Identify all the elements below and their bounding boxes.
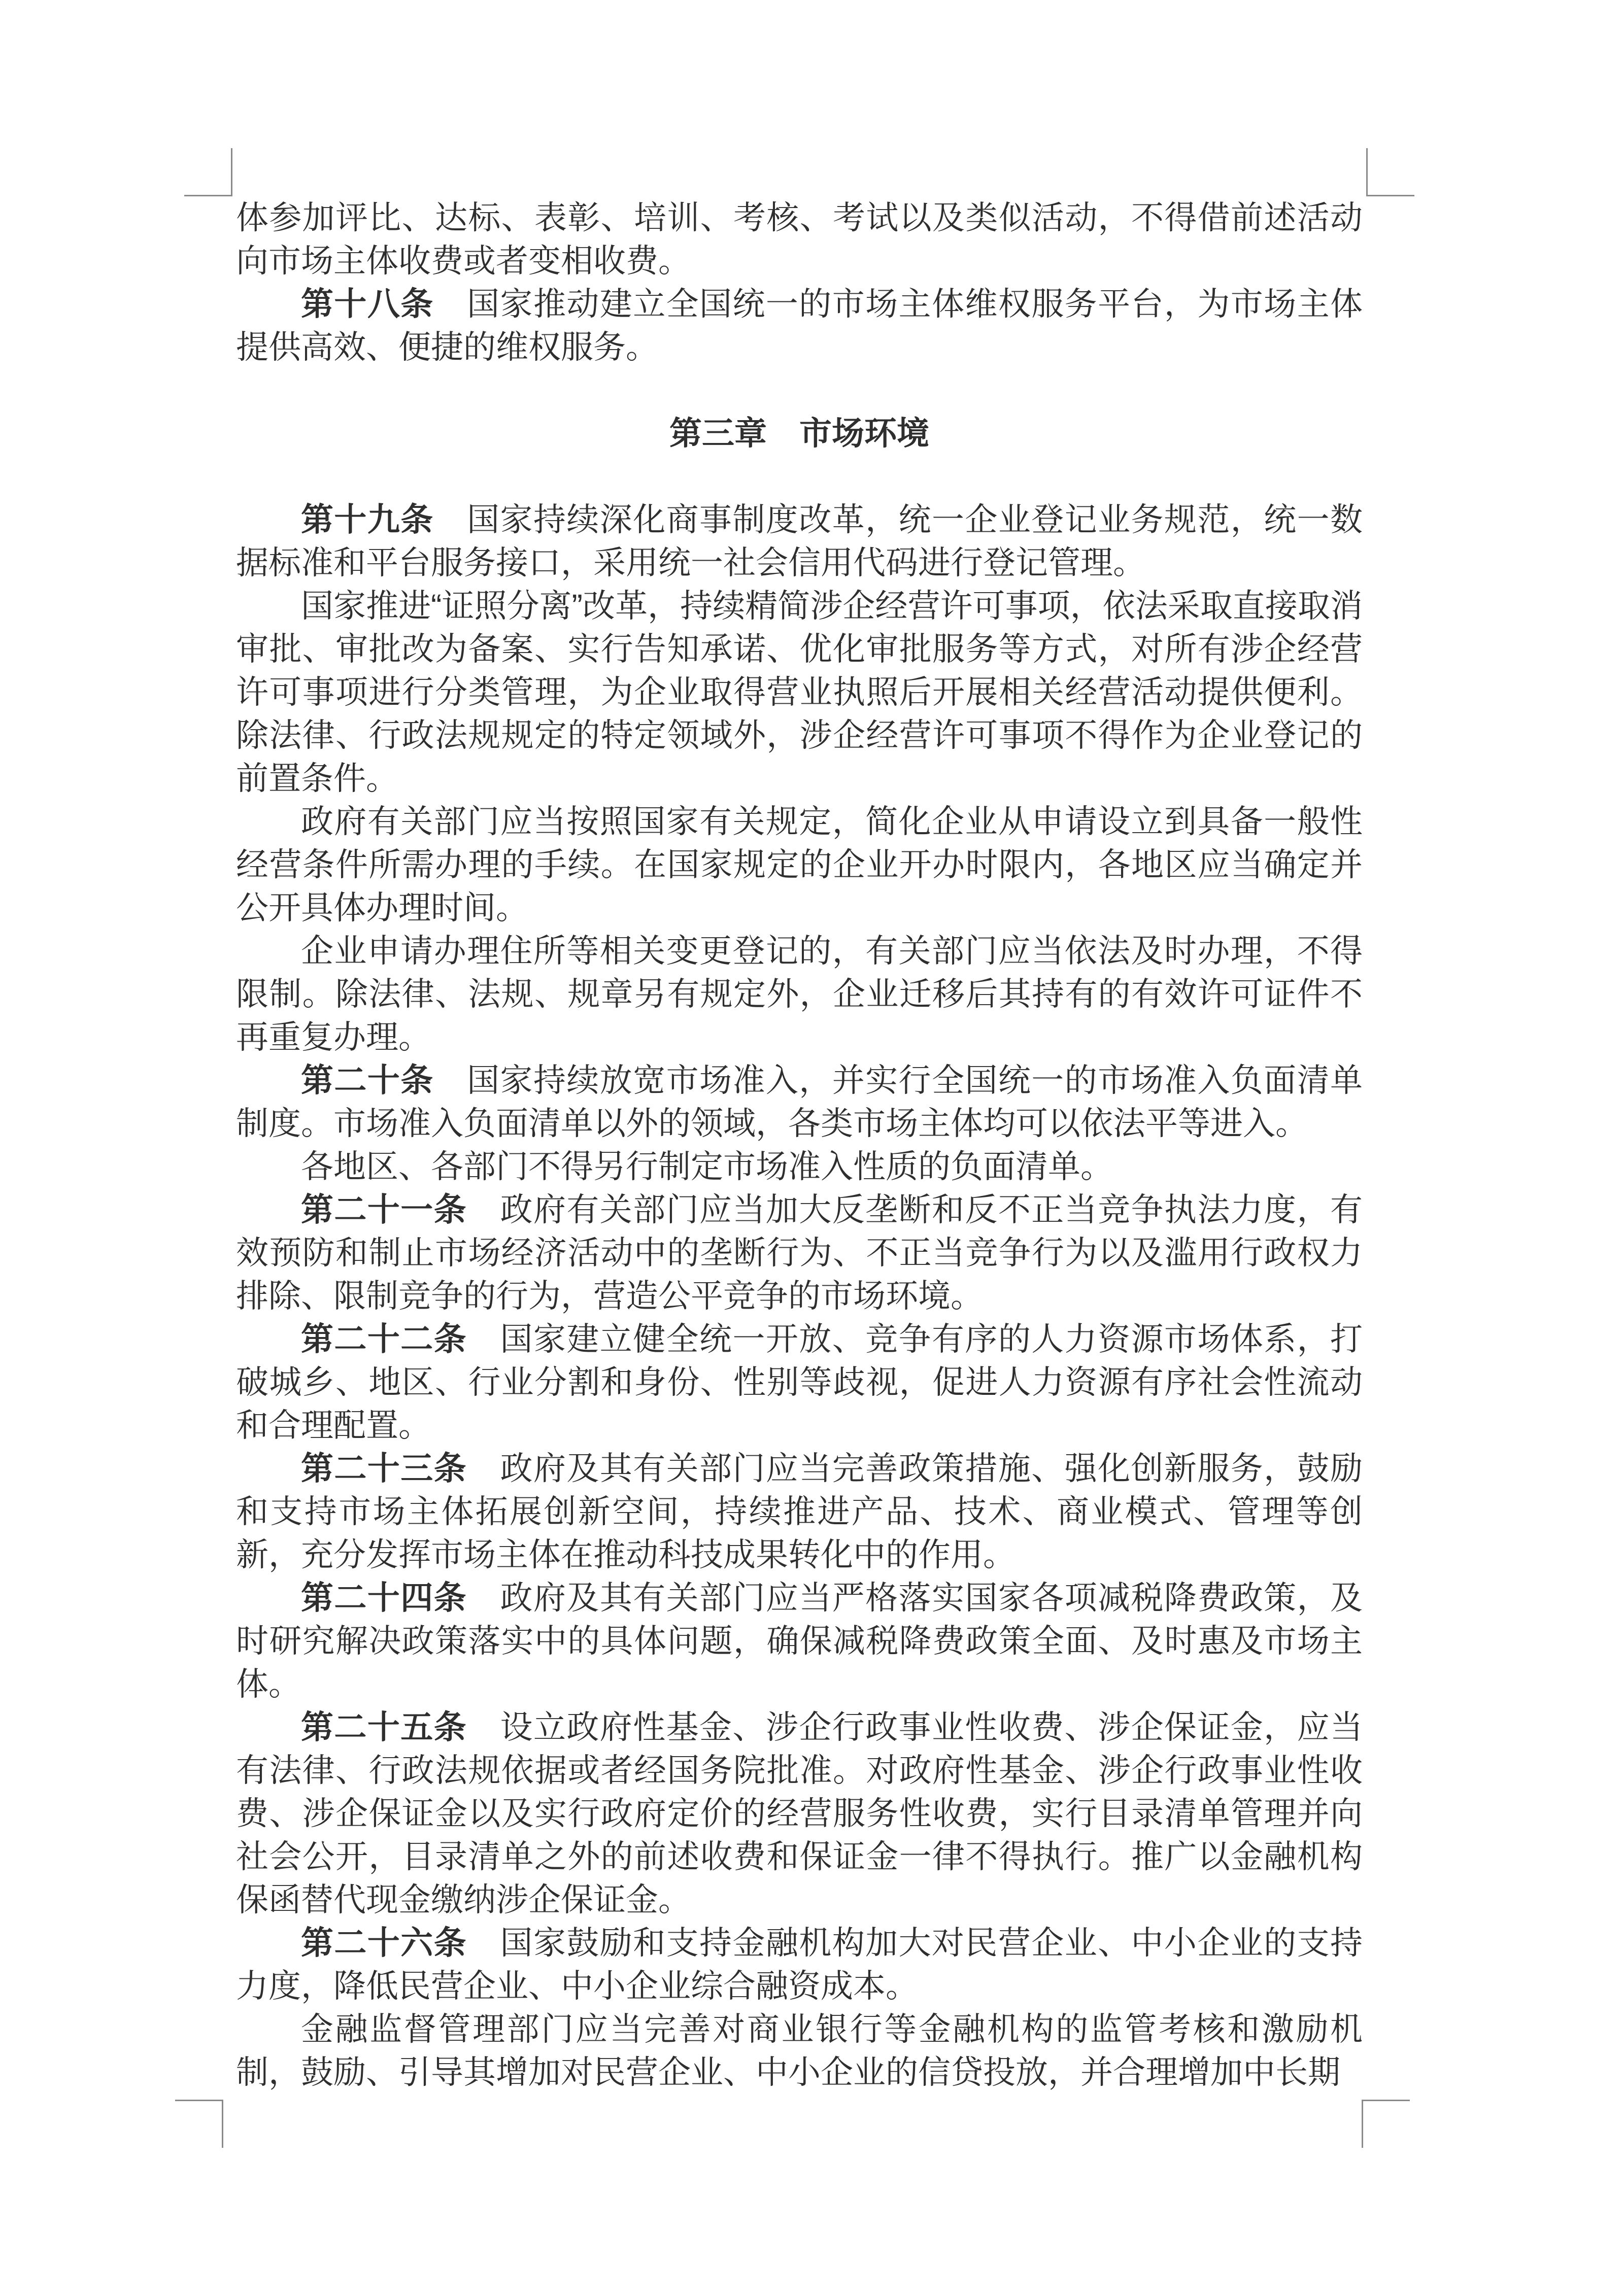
paragraph-article-21 <box>236 1188 1363 1318</box>
paragraph-article-22 <box>236 1318 1363 1447</box>
paragraph-article-26 <box>236 1922 1363 2008</box>
chapter-heading: 第三章 市场环境 <box>669 415 929 452</box>
crop-mark-top-right-horizontal <box>1366 195 1414 196</box>
article-number: 第二十五条 <box>301 1709 467 1745</box>
paragraph-article-19 <box>236 498 1363 585</box>
paragraph-text: 设立政府性基金、涉企行政事业性收费、涉企保证金，应当有法律、行政法规依据或者经国务院批准。对政府性基金、涉企行政事业性收费、涉企保证金以及实行政府定价的经营服务性收费，实行目录清单管理并向社会公开，目录清单之外的前述收费和保证金一律不得执行。推广以金融机构保函替代现金缴纳涉企保证金。 <box>236 1709 1363 1918</box>
paragraph-text: 政府及其有关部门应当严格落实国家各项减税降费政策，及时研究解决政策落实中的具体问题，确保减税降费政策全面、及时惠及市场主体。 <box>236 1580 1363 1702</box>
paragraph-text: 国家建立健全统一开放、竞争有序的人力资源市场体系，打破城乡、地区、行业分割和身份、性别等歧视，促进人力资源有序社会性流动和合理配置。 <box>236 1321 1363 1444</box>
paragraph-article-24 <box>236 1577 1363 1706</box>
crop-mark-top-left-horizontal <box>184 195 232 196</box>
paragraph-article-18 <box>236 283 1363 369</box>
article-number: 第十八条 <box>301 286 434 322</box>
paragraph-text: 国家推动建立全国统一的市场主体维权服务平台，为市场主体提供高效、便捷的维权服务。 <box>236 286 1363 365</box>
paragraph <box>236 800 1363 930</box>
paragraph <box>236 2008 1363 2094</box>
paragraph-text: 政府有关部门应当加大反垄断和反不正当竞争执法力度，有效预防和制止市场经济活动中的垄断行为、不正当竞争行为以及滥用行政权力排除、限制竞争的行为，营造公平竞争的市场环境。 <box>236 1191 1363 1314</box>
paragraph-continuation <box>236 196 1363 283</box>
article-number: 第二十四条 <box>301 1580 467 1616</box>
article-number: 第十九条 <box>301 501 434 538</box>
document-body <box>236 196 1363 2094</box>
paragraph <box>236 1145 1363 1188</box>
paragraph <box>236 585 1363 800</box>
article-number: 第二十六条 <box>301 1925 467 1961</box>
paragraph-text: 各地区、各部门不得另行制定市场准入性质的负面清单。 <box>301 1148 1113 1185</box>
crop-mark-top-right-vertical <box>1366 148 1368 196</box>
paragraph-text: 金融监督管理部门应当完善对商业银行等金融机构的监管考核和激励机制，鼓励、引导其增加对民营企业、中小企业的信贷投放，并合理增加中长期 <box>236 2011 1363 2091</box>
paragraph-article-23 <box>236 1447 1363 1577</box>
paragraph-text: 国家持续深化商事制度改革，统一企业登记业务规范，统一数据标准和平台服务接口，采用统一社会信用代码进行登记管理。 <box>236 501 1363 581</box>
article-number: 第二十三条 <box>301 1450 467 1487</box>
paragraph-text: 国家推进“证照分离”改革，持续精简涉企经营许可事项，依法采取直接取消审批、审批改为备案、实行告知承诺、优化审批服务等方式，对所有涉企经营许可事项进行分类管理，为企业取得营业执照后开展相关经营活动提供便利。除法律、行政法规规定的特定领域外，涉企经营许可事项不得作为企业登记的前置条件。 <box>236 588 1363 797</box>
article-number: 第二十条 <box>301 1062 434 1099</box>
paragraph <box>236 930 1363 1059</box>
paragraph-text: 政府有关部门应当按照国家有关规定，简化企业从申请设立到具备一般性经营条件所需办理的手续。在国家规定的企业开办时限内，各地区应当确定并公开具体办理时间。 <box>236 803 1363 926</box>
paragraph-article-25 <box>236 1706 1363 1922</box>
paragraph-text: 国家鼓励和支持金融机构加大对民营企业、中小企业的支持力度，降低民营企业、中小企业综合融资成本。 <box>236 1925 1363 2004</box>
paragraph-text: 国家持续放宽市场准入，并实行全国统一的市场准入负面清单制度。市场准入负面清单以外的领域，各类市场主体均可以依法平等进入。 <box>236 1062 1363 1142</box>
article-number: 第二十二条 <box>301 1321 467 1357</box>
paragraph-text: 政府及其有关部门应当完善政策措施、强化创新服务，鼓励和支持市场主体拓展创新空间，持续推进产品、技术、商业模式、管理等创新，充分发挥市场主体在推动科技成果转化中的作用。 <box>236 1450 1363 1573</box>
paragraph-text: 企业申请办理住所等相关变更登记的，有关部门应当依法及时办理，不得限制。除法律、法规、规章另有规定外，企业迁移后其持有的有效许可证件不再重复办理。 <box>236 933 1363 1055</box>
paragraph-article-20 <box>236 1059 1363 1145</box>
crop-mark-bottom-right-horizontal <box>1362 2100 1410 2101</box>
crop-mark-bottom-left-vertical <box>222 2100 223 2148</box>
crop-mark-bottom-right-vertical <box>1362 2100 1363 2148</box>
crop-mark-top-left-vertical <box>231 148 232 196</box>
crop-mark-bottom-left-horizontal <box>175 2100 223 2101</box>
article-number: 第二十一条 <box>301 1191 467 1228</box>
paragraph-text: 体参加评比、达标、表彰、培训、考核、考试以及类似活动，不得借前述活动向市场主体收费或者变相收费。 <box>236 199 1363 279</box>
